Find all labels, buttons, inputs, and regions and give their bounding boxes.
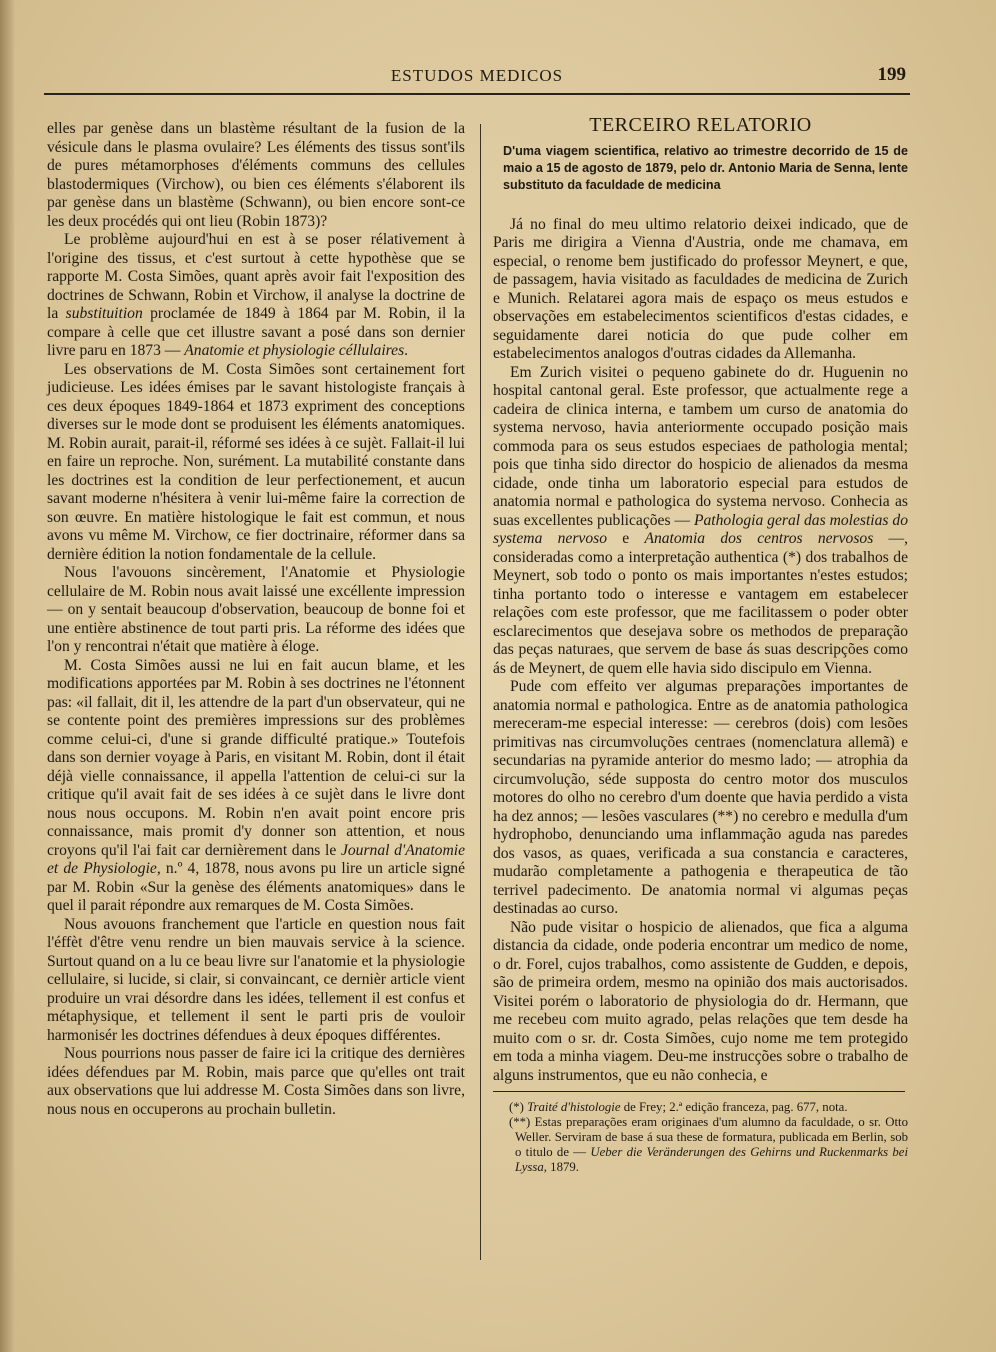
text-run: , n.º 4, 1878, nous avons pu lire un article signé par M. Robin «Sur la genèse des éléments anatomiques» dans le quel il parait répondre aux remarques de M. Costa Simões. [47, 860, 466, 914]
paragraph: elles par genèse dans un blastème résultant de la fusion de la vésicule dans le plasma ovulaire? Les éléments des tissus sont'ils de pures métamorphoses d'éléments communs des cellules blastodermiques (Virchow), ou bien ces éléments s'élaborent ils par genèse dans un blastème (Schwann), ou bien encore sont-ce les deux procédés qui ont lieu (Robin 1873)? [47, 120, 465, 230]
article-title: TERCEIRO RELATORIO [589, 114, 812, 136]
paragraph [493, 364, 908, 679]
paragraph: Nous avouons franchement que l'article en question nous fait l'éffèt d'être venu rendre un bien mauvais service à la science. Surtout quand on a lu ce beau livre sur l'anatomie et la physiologie cellulaire, si lucide, si clair, si convaincant, ce dernièr article vient produire un vrai désordre dans les idées, tellement il est confus et métaphysique, et tellement il sent le parti pris de vouloir harmonisér les doctrines défendues à deux époques différentes. [47, 915, 465, 1044]
text-run: e [607, 530, 645, 547]
book-title: Pathologia geral das molestias do systema nervoso [493, 511, 908, 547]
text-run: proclamée de 1849 à 1864 par M. Robin, il la compare à celle que cet illustre savant a posé dans son dernier livre paru en 1873 — [47, 305, 465, 359]
paragraph [47, 657, 465, 916]
header-rule [44, 93, 910, 95]
paragraph: Pude com effeito ver algumas preparações importantes de anatomia normal e pathologica. Entre as de anatomia pathologica mereceram-me especial interesse: — cerebros (dois) com lesões primitivas nas circumvoluções centraes (nomenclatura allemã) e secundarias na pyramide anterior do mesmo lado; — atrophia da circumvolução, séde supposta do centro motor dos musculos motores do olho no cerebro d'um doente que havia perdido a vista ha dez annos; — lesões vasculares (**) no cerebro e medulla d'um hydrophobo, denunciando uma inflammação aguda nas paredes dos vasos, as quaes, verificada a sua constancia e caracteres, mudarão completamente a pathogenia e therapeutica de tão terrivel padecimento. De anatomia normal vi algumas peças destinadas ao curso. [493, 678, 908, 917]
column-divider [480, 124, 481, 1260]
paragraph: Nous l'avouons sincèrement, l'Anatomie et Physiologie cellulaire de M. Robin nous avait laissé une excéllente impression — on y sentait beaucoup d'observation, beaucoup de bonne foi et une entière abstinence de tout parti pris. La réforme des idées que l'on y rencontrai n'était que matière à éloge. [47, 564, 465, 655]
thesis-title: Ueber die Veränderungen des Gehirns und Ruckenmarks bei Lyssa [515, 1145, 908, 1174]
book-title: Anatomie et physiologie céllulaires [184, 342, 405, 359]
left-column [47, 120, 465, 1119]
page-number: 199 [877, 64, 906, 85]
footnote [509, 1100, 908, 1115]
paragraph: Já no final do meu ultimo relatorio deixei indicado, que de Paris me dirigira a Vienna d'Austria, onde me chamava, em especial, o renome bem justificado do professor Meynert, e que, de passagem, havia visitado as faculdades de medicina de Zurich e Munich. Relatarei agora mais de espaço os meus estudos e observações em estabelecimentos scientificos d'estas cidades, e seguidamente darei noticia do que pude colher em estabelecimentos analogos d'outras cidades da Allemanha. [493, 215, 908, 362]
book-title: Traité d'histologie [527, 1100, 621, 1114]
paragraph: Nous pourrions nous passer de faire ici la critique des dernières idées défendues par M. Robin, mais parce que qu'elles ont trait aux observations que lui addresse M. Costa Simões dans son livre, nous nous en occuperons au prochain bulletin. [47, 1045, 465, 1118]
text-run: (**) Estas preparações eram originaes d'um alumno da faculdade, o sr. Otto Weller. Serviram de base á sua these de formatura, publicada em Berlin, sob o titulo de — [509, 1115, 908, 1159]
footnote-rule [493, 1091, 905, 1092]
text-run: M. Costa Simões aussi ne lui en fait aucun blame, et les modifications apportées par M. Robin à ses doctrines ne l'étonnent pas: «il fallait, dit il, les attendre de la part d'un observateur, qui ne se contente point des premières impressions sur des problèmes comme celui-ci, d'une si grande difficulté pratique.» Toutefois dans son dernier voyage à Paris, en visitant M. Robin, dont il était déjà vielle connaissance, il appella l'attention de celui-ci sur la critique qu'il avait fait de ses idées à ce sujèt dans le livre dont nous nous occupons. M. Robin n'en avait point encore pris connaissance, mais promit d'y donner son attention, et nous croyons qu'il l'ai fait car dernièrement dans le [47, 656, 465, 859]
text-run: Le problème aujourd'hui en est à se poser rélativement à l'origine des tissus, et c'est surtout à cette hypothèse que se rapporte M. Costa Simões, quant après avoir fait l'exposition des doctrines de Schwann, Robin et Virchow, il analyse la doctrine de la [47, 231, 465, 322]
running-title: ESTUDOS MEDICOS [390, 66, 564, 85]
paragraph [47, 231, 465, 361]
text-run: . [404, 342, 409, 359]
page-header [44, 62, 910, 88]
right-column [493, 116, 908, 1175]
text-run: —, consideradas como a interpretação authentica (*) dos trabalhos de Meynert, sob todo o ponto os mais importantes n'estes estudos; tinha portanto todo o interesse e vantagem em estabelecer relações com este professor, que me facilitassem o poder obter esclarecimentos que desejava sobre os methodos de preparação das peças naturaes, que servem de base ás suas descripções como ás de Meynert, de quem elle havia sido discipulo em Vienna. [493, 530, 909, 677]
text-run: Em Zurich visitei o pequeno gabinete do dr. Huguenin no hospital cantonal geral. Este professor, que actualmente rege a cadeira de clinica interna, e tambem um curso de anatomia do systema nervoso, havia anteriormente occupado posição mais commoda para os seus estudos especiaes de pathologia mental; pois que tinha sido director do hospicio de alienados da mesma cidade, onde tinha um laboratorio especial para estudos de anatomia normal e pathologica do systema nervoso. Conhecia as suas excellentes publicações — [493, 363, 908, 529]
footnote-mark: (*) [509, 1100, 528, 1114]
footnote [509, 1115, 908, 1175]
footnotes [493, 1100, 908, 1175]
italic-term: substituition [65, 305, 143, 322]
paragraph: Não pude visitar o hospicio de alienados, que fica a alguma distancia da cidade, onde poderia encontrar um medico de nome, o dr. Forel, cujos trabalhos, como assistente de Gudden, e depois, são de primeira ordem, mesmo na opinião dos mais auctorisados. Visitei porém o laboratorio de physiologia do dr. Hermann, que me recebeu com muito agrado, pelas relações que tem desde ha muito com o sr. dr. Costa Simões, cujo nome me tem protegido em toda a minha viagem. Deu-me instrucções sobre o trabalho de alguns instrumentos, que eu não conhecia, e [493, 918, 908, 1084]
article-subtitle: D'uma viagem scientifica, relativo ao trimestre decorrido de 15 de maio a 15 de agosto de 1879, pelo dr. Antonio Maria de Senna, lente substituto da faculdade de medicina [503, 143, 908, 192]
page-binding-shadow [0, 0, 14, 1352]
journal-title: Journal d'Anatomie et de Physiologie [47, 841, 465, 877]
book-title: Anatomia dos centros nervosos [644, 530, 874, 547]
text-run: de Frey; 2.ª edição franceza, pag. 677, nota. [620, 1100, 848, 1114]
paragraph: Les observations de M. Costa Simões sont certainement fort judicieuse. Les idées émises par le savant histologiste français à ces deux époques 1849-1864 et 1873 expriment des conceptions diverses sur le mode dont se produisent les éléments anatomiques. M. Robin aurait, parait-il, réformé ses idées à ce sujèt. Fallait-il lui en faire un reproche. Non, surément. La mutabilité constante dans les doctrines est la condition de leur perfectionement, et aucun savant moderne n'hésitera à venir lui-même faire la correction de son œuvre. En matière histologique le fait est commun, et nous avons vu même M. Virchow, ce fier doctrinaire, réformer dans sa dernière édition la notion fondamentale de la cellule. [47, 360, 465, 563]
text-run: , 1879. [543, 1160, 579, 1174]
